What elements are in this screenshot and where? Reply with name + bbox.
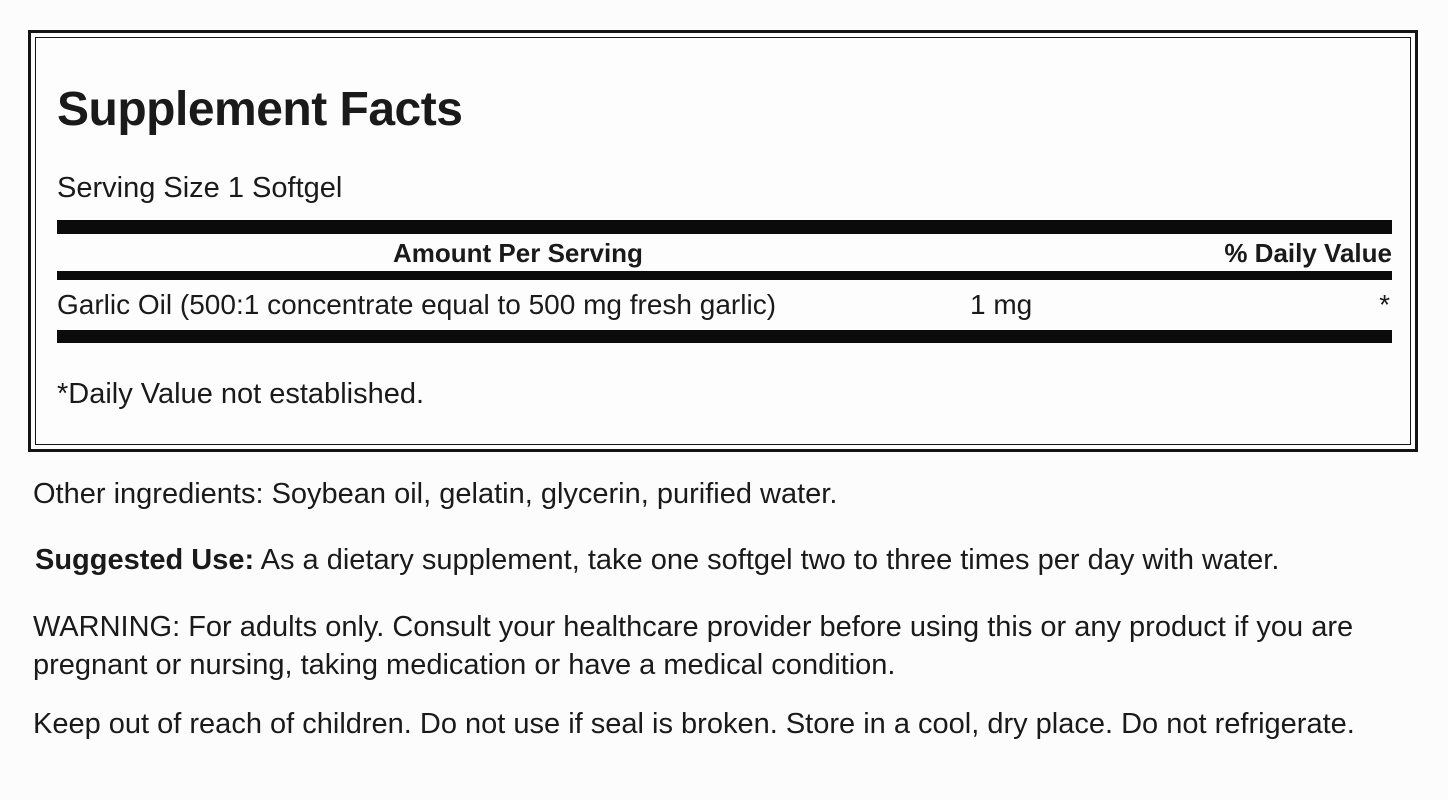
storage-paragraph: Keep out of reach of children. Do not use if seal is broken. Store in a cool, dry place. Do not refrigerate. xyxy=(33,708,1355,740)
panel-title: Supplement Facts xyxy=(57,83,463,136)
warning-paragraph xyxy=(33,608,1411,684)
other-ingredients-paragraph xyxy=(33,475,1411,513)
other-ingredients-text: Soybean oil, gelatin, glycerin, purified water. xyxy=(263,478,838,510)
table-row xyxy=(57,280,1392,330)
panel-inner-border xyxy=(35,37,1411,445)
warning-label: WARNING: xyxy=(33,611,181,643)
ingredient-daily-value: * xyxy=(1379,289,1390,320)
table-header-row xyxy=(57,234,1392,271)
ingredient-amount: 1 mg xyxy=(970,289,1033,320)
other-ingredients-label: Other ingredients: xyxy=(33,478,264,510)
amount-per-serving-header: Amount Per Serving xyxy=(393,238,643,268)
daily-value-header: % Daily Value xyxy=(1224,238,1392,268)
ingredient-name: Garlic Oil (500:1 concentrate equal to 500 mg fresh garlic) xyxy=(57,289,777,320)
warning-text: For adults only. Consult your healthcare provider before using this or any product if you are pregnant or nursing, taking medication or have a medical condition. xyxy=(33,611,1354,681)
supplement-facts-panel xyxy=(28,30,1418,452)
serving-size: Serving Size 1 Softgel xyxy=(57,172,343,204)
divider-thick-bottom xyxy=(57,330,1392,343)
suggested-use-text: As a dietary supplement, take one softgel two to three times per day with water. xyxy=(254,544,1280,576)
suggested-use-label: Suggested Use: xyxy=(35,544,255,576)
divider-thick-top xyxy=(57,220,1392,234)
divider-medium xyxy=(57,271,1392,280)
daily-value-footnote: *Daily Value not established. xyxy=(57,378,425,410)
suggested-use-paragraph xyxy=(35,541,1413,579)
